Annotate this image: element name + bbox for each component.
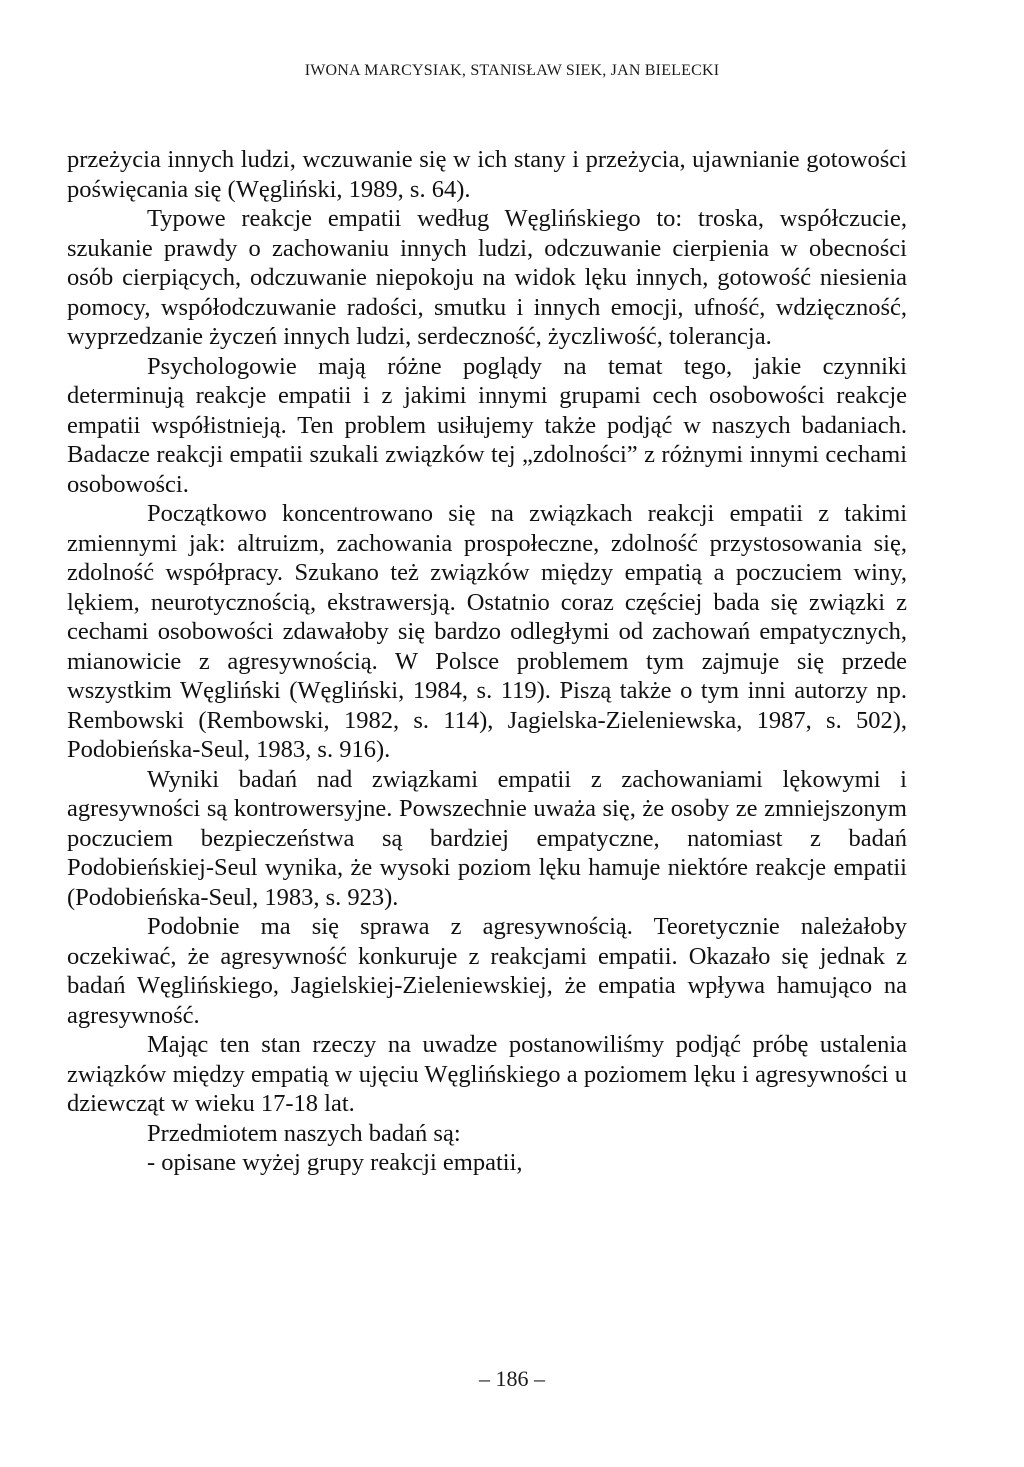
body-text — [67, 145, 907, 1178]
paragraph-study-subject: Przedmiotem naszych badań są: — [147, 1119, 461, 1147]
paragraph-empathy-reactions: Typowe reakcje empatii według Węglińskiego to: troska, współczucie, szukanie prawdy o zachowaniu innych ludzi, odczuwanie cierpienia w obecności osób cierpiących, odczuwanie niepokoju na widok lęku innych, gotowość niesienia pomocy, współodczuwanie radości, smutku i innych emocji, ufność, wdzięczność, wyprzedzanie życzeń innych ludzi, serdeczność, życzliwość, tolerancja. — [67, 205, 907, 350]
paragraph-initial-research: Początkowo koncentrowano się na związkach reakcji empatii z takimi zmiennymi jak: altruizm, zachowania prospołeczne, zdolność przystosowania się, zdolność współpracy. Szukano też związków między empatią a poczuciem winy, lękiem, neurotycznością, ekstrawersją. Ostatnio coraz częściej bada się związki z cechami osobowości zdawałoby się bardzo odległymi od zachowań empatycznych, mianowicie z agresywnością. W Polsce problemem tym zajmuje się przede wszystkim Węgliński (Węgliński, 1984, s. 119). Piszą także o tym inni autorzy np. Rembowski (Rembowski, 1982, s. 114), Jagielska-Zieleniewska, 1987, s. 502), Podobieńska-Seul, 1983, s. 916). — [67, 500, 907, 763]
page-number: – 186 – — [479, 1366, 545, 1391]
paragraph-psychologists-views: Psychologowie mają różne poglądy na temat tego, jakie czynniki determinują reakcje empatii i z jakimi innymi grupami cech osobowości reakcje empatii współistnieją. Ten problem usiłujemy także podjąć w naszych badaniach. Badacze reakcji empatii szukali związków tej „zdolności” z różnymi innymi cechami osobowości. — [67, 352, 907, 498]
paragraph-study-aim: Mając ten stan rzeczy na uwadze postanowiliśmy podjąć próbę ustalenia związków między empatią w ujęciu Węglińskiego a poziomem lęku i agresywności u dziewcząt w wieku 17-18 lat. — [67, 1031, 907, 1117]
paragraph-research-results: Wyniki badań nad związkami empatii z zachowaniami lękowymi i agresywności są kontrowersyjne. Powszechnie uważa się, że osoby ze zmniejszonym poczuciem bezpieczeństwa są bardziej empatyczne, natomiast z badań Podobieńskiej-Seul wynika, że wysoki poziom lęku hamuje niektóre reakcje empatii (Podobieńska-Seul, 1983, s. 923). — [67, 765, 907, 911]
paragraph-aggressiveness: Podobnie ma się sprawa z agresywnością. Teoretycznie należałoby oczekiwać, że agresywność konkuruje z reakcjami empatii. Okazało się jednak z badań Węglińskiego, Jagielskiej-Zieleniewskiej, że empatia wpływa hamująco na agresywność. — [67, 913, 907, 1029]
paragraph-continuation: przeżycia innych ludzi, wczuwanie się w ich stany i przeżycia, ujawnianie gotowości poświęcania się (Węgliński, 1989, s. 64). — [67, 146, 907, 203]
running-header: IWONA MARCYSIAK, STANISŁAW SIEK, JAN BIELECKI — [304, 62, 720, 79]
list-item: - opisane wyżej grupy reakcji empatii, — [147, 1149, 523, 1176]
